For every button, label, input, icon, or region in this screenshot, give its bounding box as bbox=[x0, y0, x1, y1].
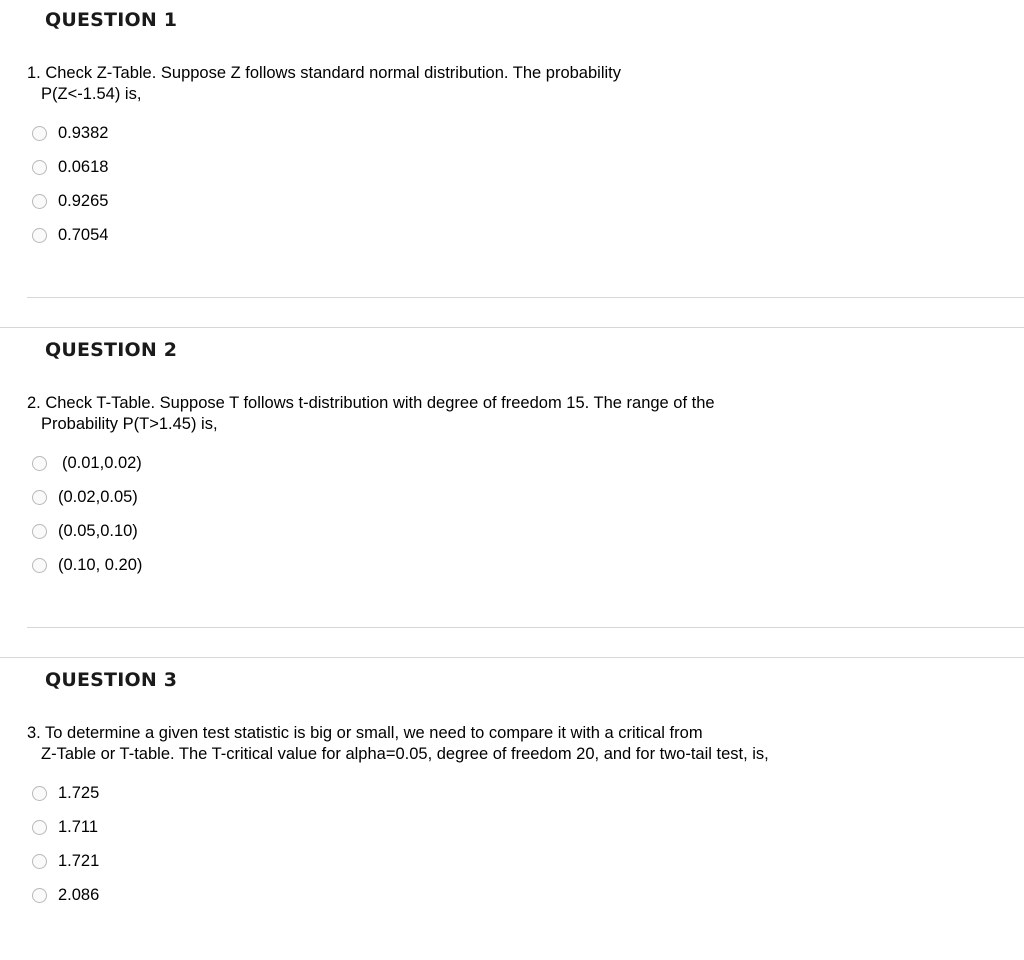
answer-option[interactable] bbox=[32, 218, 108, 252]
question-2 bbox=[0, 330, 1024, 630]
answer-option-label[interactable]: 0.9382 bbox=[58, 123, 109, 142]
answer-option[interactable] bbox=[32, 446, 142, 480]
radio-button-icon[interactable] bbox=[32, 456, 47, 471]
question-title: QUESTION 1 bbox=[45, 9, 178, 31]
question-title: QUESTION 2 bbox=[45, 339, 178, 361]
answer-option-label[interactable]: 1.725 bbox=[58, 783, 100, 802]
divider bbox=[0, 657, 1024, 658]
radio-button-icon[interactable] bbox=[32, 228, 47, 243]
divider bbox=[0, 327, 1024, 328]
answer-option-label[interactable]: 1.711 bbox=[58, 817, 99, 836]
question-text-line-1: 3. To determine a given test statistic is big or small, we need to compare it with a critical from bbox=[27, 724, 703, 742]
answer-option-label[interactable]: (0.05,0.10) bbox=[58, 521, 138, 540]
question-text bbox=[27, 63, 987, 105]
question-text-line-2: Probability P(T>1.45) is, bbox=[41, 415, 218, 433]
answer-option-label[interactable]: 1.721 bbox=[58, 851, 100, 870]
question-text-line-1: 1. Check Z-Table. Suppose Z follows standard normal distribution. The probability bbox=[27, 64, 621, 82]
radio-button-icon[interactable] bbox=[32, 820, 47, 835]
answer-option[interactable] bbox=[32, 810, 99, 844]
question-text-line-1: 2. Check T-Table. Suppose T follows t-distribution with degree of freedom 15. The range of the bbox=[27, 394, 715, 412]
answer-option-label[interactable]: 0.0618 bbox=[58, 157, 109, 176]
radio-button-icon[interactable] bbox=[32, 490, 47, 505]
question-text-line-2: P(Z<-1.54) is, bbox=[41, 85, 142, 103]
radio-button-icon[interactable] bbox=[32, 126, 47, 141]
question-text bbox=[27, 393, 987, 435]
radio-button-icon[interactable] bbox=[32, 524, 47, 539]
answer-options bbox=[32, 116, 108, 252]
answer-option-label[interactable]: 0.9265 bbox=[58, 191, 109, 210]
radio-button-icon[interactable] bbox=[32, 786, 47, 801]
radio-button-icon[interactable] bbox=[32, 558, 47, 573]
radio-button-icon[interactable] bbox=[32, 160, 47, 175]
answer-option-label[interactable]: (0.10, 0.20) bbox=[58, 555, 143, 574]
answer-option[interactable] bbox=[32, 548, 142, 582]
answer-option[interactable] bbox=[32, 184, 108, 218]
answer-options bbox=[32, 446, 142, 582]
answer-option-label[interactable]: 0.7054 bbox=[58, 225, 109, 244]
question-title: QUESTION 3 bbox=[45, 669, 178, 691]
question-1 bbox=[0, 0, 1024, 300]
answer-option-label[interactable]: 2.086 bbox=[58, 885, 100, 904]
answer-option[interactable] bbox=[32, 116, 108, 150]
divider bbox=[27, 297, 1024, 298]
radio-button-icon[interactable] bbox=[32, 194, 47, 209]
answer-option[interactable] bbox=[32, 776, 99, 810]
answer-option[interactable] bbox=[32, 844, 99, 878]
divider bbox=[27, 627, 1024, 628]
radio-button-icon[interactable] bbox=[32, 888, 47, 903]
answer-option[interactable] bbox=[32, 150, 108, 184]
answer-options bbox=[32, 776, 99, 912]
answer-option[interactable] bbox=[32, 480, 142, 514]
answer-option-label[interactable]: (0.02,0.05) bbox=[58, 487, 138, 506]
answer-option[interactable] bbox=[32, 878, 99, 912]
question-text bbox=[27, 723, 987, 765]
radio-button-icon[interactable] bbox=[32, 854, 47, 869]
answer-option[interactable] bbox=[32, 514, 142, 548]
question-3 bbox=[0, 660, 1024, 960]
answer-option-label[interactable]: (0.01,0.02) bbox=[62, 453, 142, 472]
question-text-line-2: Z-Table or T-table. The T-critical value for alpha=0.05, degree of freedom 20, and for two-tail test, is, bbox=[41, 745, 769, 763]
